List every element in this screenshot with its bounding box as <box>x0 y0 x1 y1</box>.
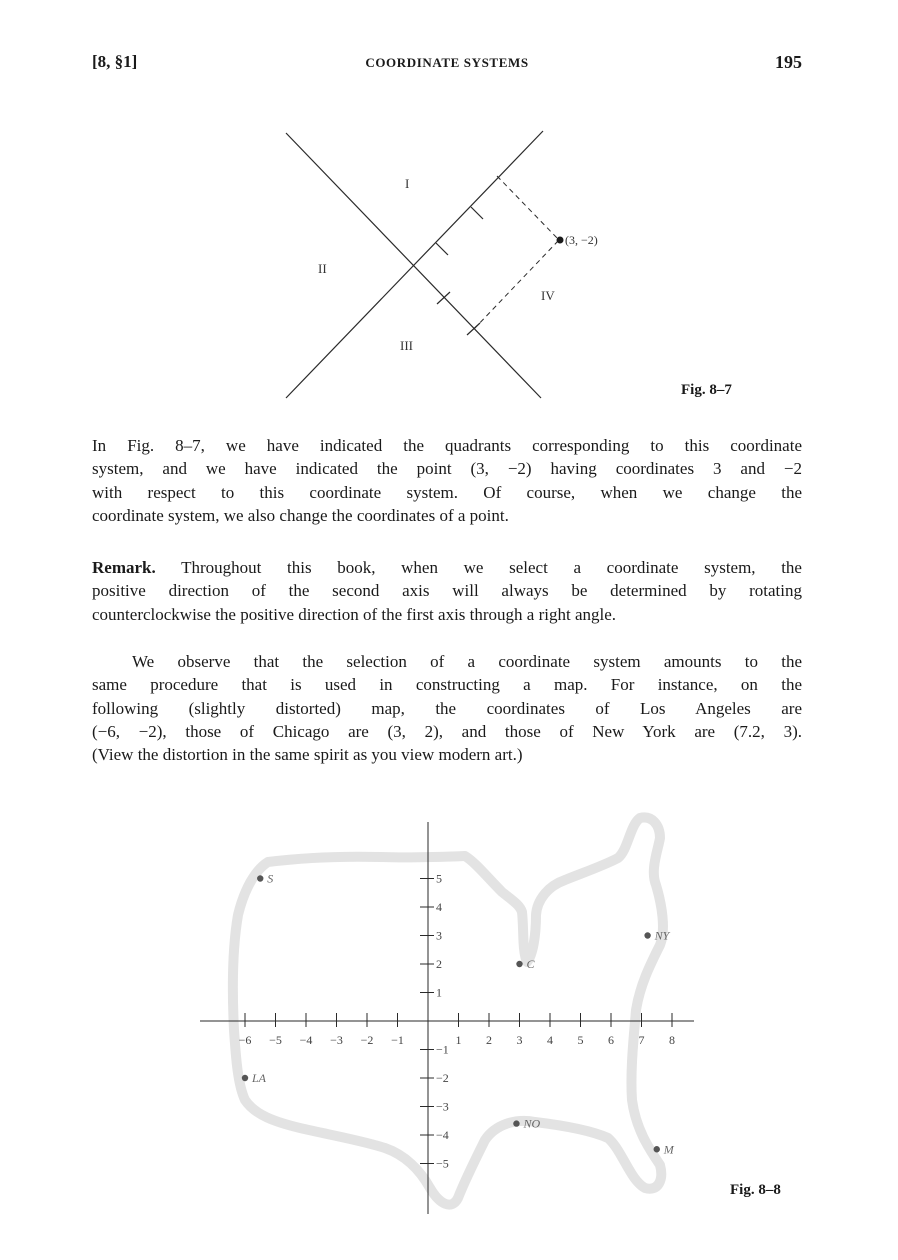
y-tick-label: −4 <box>436 1128 449 1142</box>
point-label: (3, −2) <box>565 233 598 247</box>
x-tick-label: −3 <box>330 1033 343 1047</box>
paragraph-2-line: (−6, −2), those of Chicago are (3, 2), and those of New York are (7.2, 3). <box>92 721 802 741</box>
x-tick-label: −6 <box>238 1033 252 1047</box>
y-tick-label: 2 <box>436 957 442 971</box>
figure-8-7-caption: Fig. 8–7 <box>681 382 732 398</box>
figure-8-7 <box>0 0 898 420</box>
x-tick-label: 5 <box>577 1033 584 1047</box>
paragraph-2 <box>92 650 802 766</box>
city-label: NO <box>523 1116 541 1131</box>
paragraph-1 <box>92 434 802 527</box>
x-tick-label: 2 <box>486 1033 492 1047</box>
remark-line: Throughout this book, when we select a coordinate system, the <box>181 558 802 577</box>
y-tick-label: −2 <box>436 1071 449 1085</box>
point-marker <box>557 237 564 244</box>
remark-line: counterclockwise the positive direction of the first axis through a right angle. <box>92 604 617 624</box>
remark-line: positive direction of the second axis will always be determined by rotating <box>92 581 802 601</box>
city-label: S <box>267 871 274 886</box>
city-label: M <box>663 1142 674 1157</box>
remark-heading: Remark. <box>92 558 156 577</box>
section-reference: [8, §1] <box>92 52 138 71</box>
paragraph-2-line: (View the distortion in the same spirit as you view modern art.) <box>92 745 523 765</box>
city-marker <box>242 1075 248 1081</box>
x-tick-label: 7 <box>638 1033 645 1047</box>
quadrant-label-ii: II <box>318 261 327 276</box>
city-marker <box>257 875 263 881</box>
city-marker <box>513 1120 519 1126</box>
y-tick-label: 3 <box>436 928 442 943</box>
city-label: C <box>526 957 535 971</box>
y-tick-label: −5 <box>436 1156 449 1171</box>
paragraph-2-line: same procedure that is used in constructing a map. For instance, on the <box>92 675 802 695</box>
city-marker <box>654 1146 660 1152</box>
quadrant-label-i: I <box>405 176 410 191</box>
city-label: NY <box>654 928 670 943</box>
city-marker <box>644 932 650 938</box>
city-marker <box>516 961 522 967</box>
paragraph-1-line: with respect to this coordinate system. Of course, when we change the <box>92 482 802 502</box>
running-title: COORDINATE SYSTEMS <box>365 55 529 70</box>
x-tick-label: −5 <box>269 1033 282 1047</box>
paragraph-2-line: following (slightly distorted) map, the coordinates of Los Angeles are <box>92 698 802 718</box>
paragraph-2-line: We observe that the selection of a coordinate system amounts to the <box>132 652 802 671</box>
x-tick-label: 8 <box>669 1033 675 1047</box>
x-tick-label: 3 <box>516 1033 523 1047</box>
y-tick-label: 5 <box>436 871 442 886</box>
x-tick-label: −2 <box>360 1033 374 1047</box>
city-label: LA <box>252 1071 267 1085</box>
y-tick-label: −3 <box>436 1099 449 1114</box>
x-tick-label: 6 <box>608 1033 614 1047</box>
figure-8-8 <box>0 800 898 1230</box>
y-tick-label: −1 <box>436 1042 449 1057</box>
paragraph-1-line: coordinate system, we also change the coordinates of a point. <box>92 505 509 525</box>
remark-first-line <box>92 556 802 579</box>
figure-8-8-caption: Fig. 8–8 <box>730 1182 781 1198</box>
quadrant-label-iii: III <box>400 338 413 353</box>
paragraph-1-line: system, and we have indicated the point (3, −2) having coordinates 3 and −2 <box>92 459 802 479</box>
x-tick-label: −4 <box>299 1033 313 1047</box>
us-map-outline <box>233 817 663 1204</box>
x-tick-label: 4 <box>547 1033 553 1047</box>
y-tick-label: 1 <box>436 985 442 1000</box>
y-tick-label: 4 <box>436 900 442 914</box>
x-tick-label: 1 <box>455 1033 462 1047</box>
x-tick-label: −1 <box>391 1033 404 1047</box>
dashed-projection-2 <box>474 240 559 329</box>
remark-paragraph <box>92 556 802 626</box>
dashed-projection-1 <box>497 176 559 240</box>
page-number: 195 <box>775 52 802 72</box>
quadrant-label-iv: IV <box>541 288 555 303</box>
paragraph-1-line: In Fig. 8–7, we have indicated the quadrants corresponding to this coordinate <box>92 436 802 455</box>
